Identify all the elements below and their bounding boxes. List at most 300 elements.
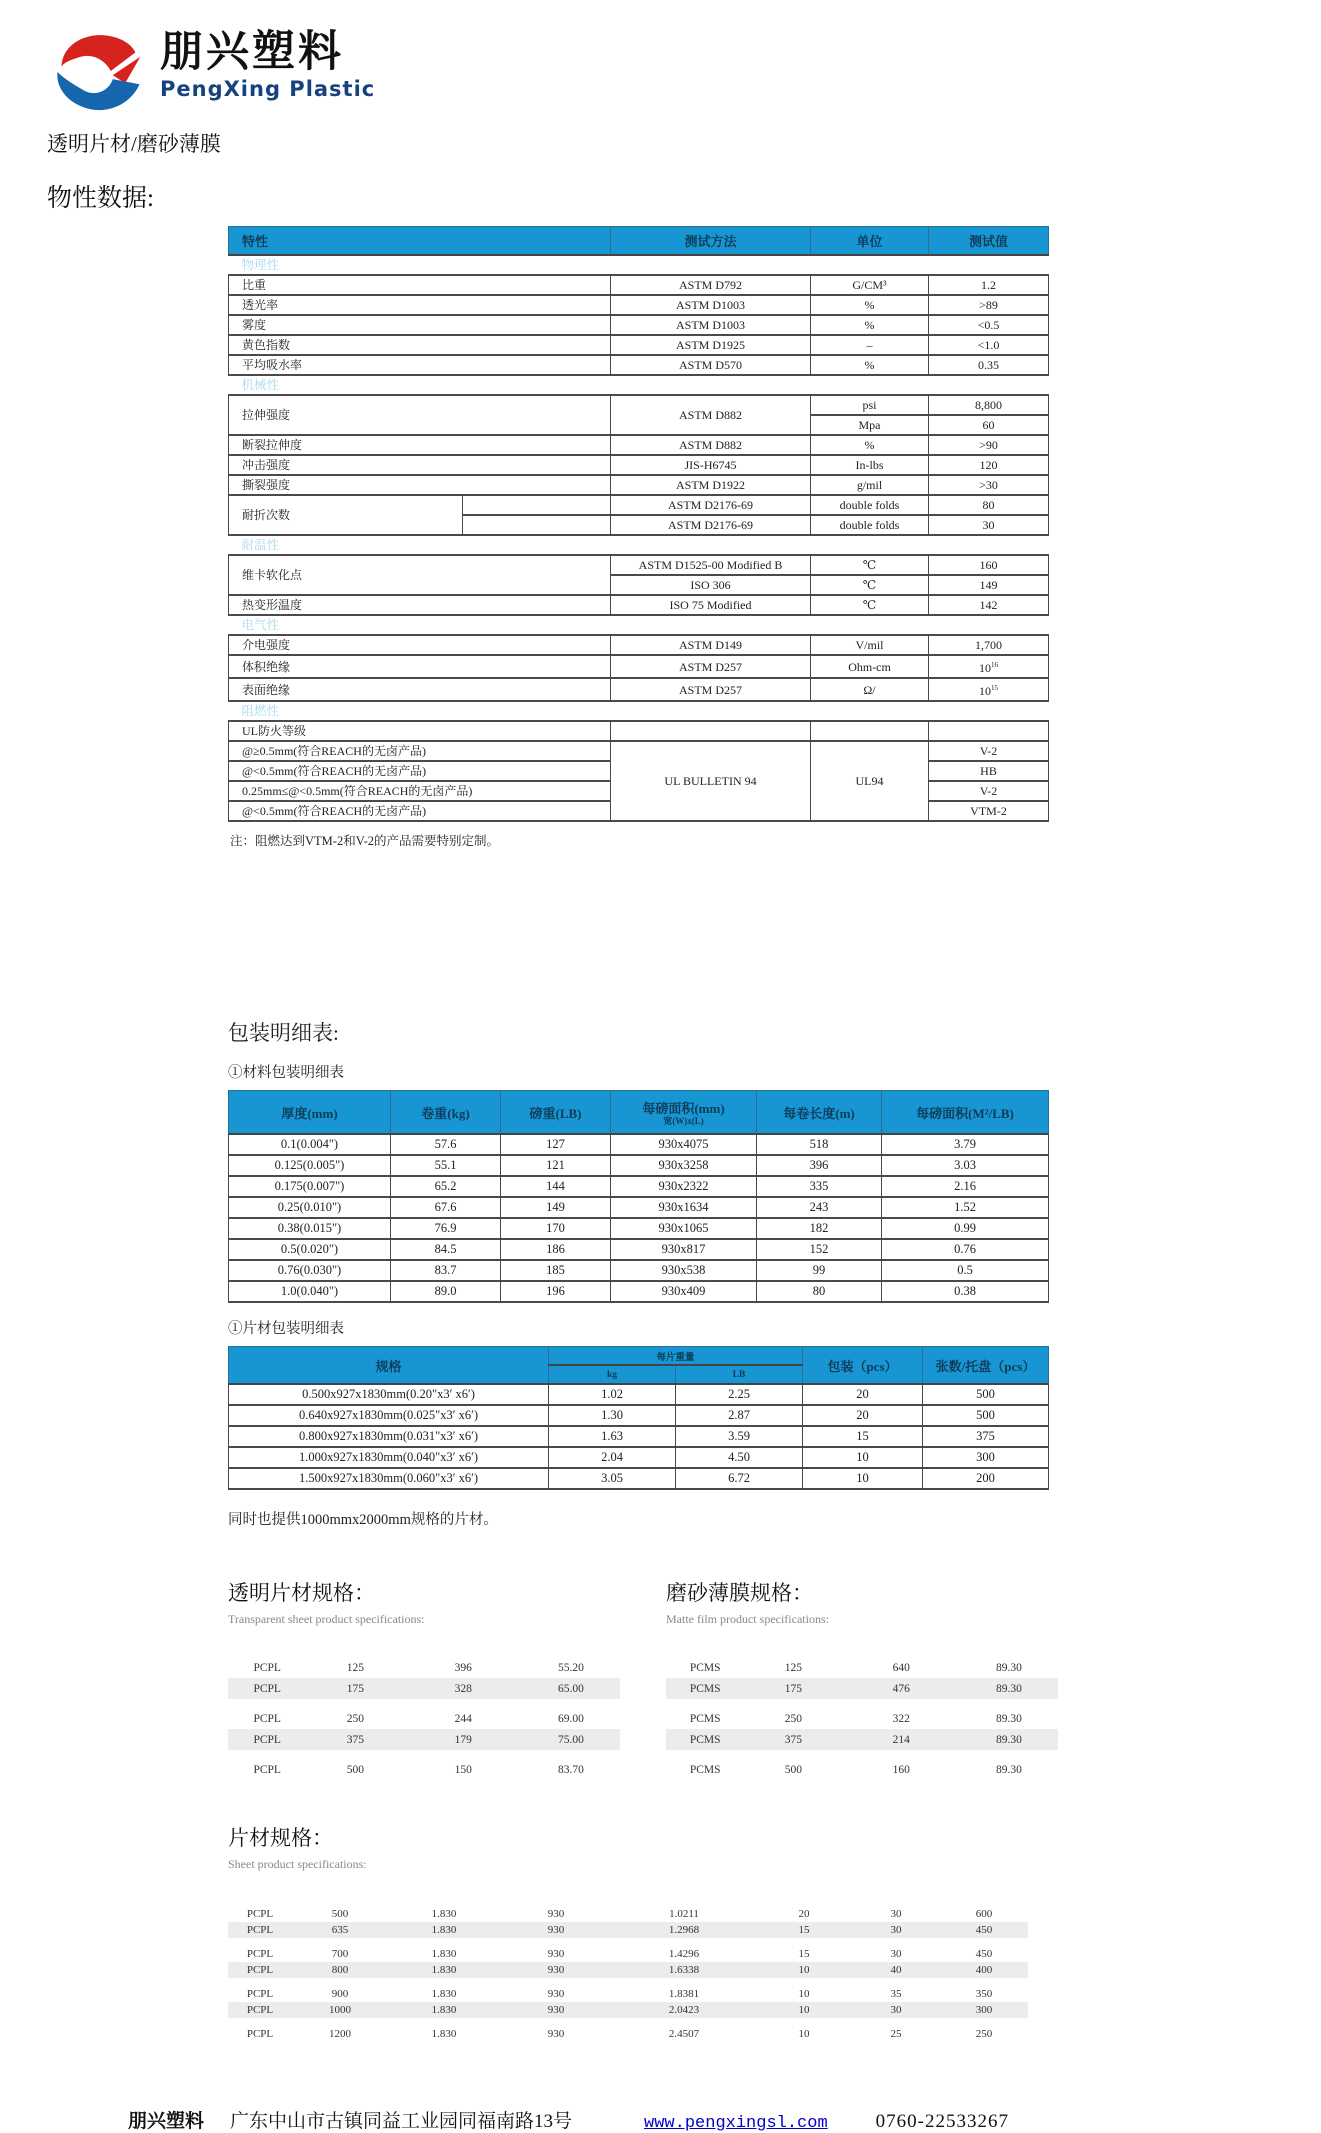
- table-cell: 80: [929, 495, 1049, 515]
- spec-cell: 30: [890, 2004, 902, 2016]
- col-header-unit: 单位: [811, 227, 929, 256]
- property-row: [229, 595, 1049, 615]
- table-cell: 185: [501, 1260, 611, 1281]
- spec-cell: 179: [454, 1733, 472, 1746]
- table-cell: 体积绝缘: [229, 655, 611, 678]
- sheet-packing-header-row1: [229, 1347, 1049, 1366]
- table-cell: ASTM D1525-00 Modified B: [611, 555, 811, 575]
- spec-cell: 1200: [329, 2028, 351, 2040]
- table-cell: double folds: [811, 495, 929, 515]
- spec-cell: PCPL: [253, 1682, 281, 1695]
- table-cell: @≥0.5mm(符合REACH的无卤产品): [229, 741, 611, 761]
- table-cell: 0.800x927x1830mm(0.031"x3′ x6′): [229, 1426, 549, 1447]
- table-cell: 0.99: [882, 1218, 1049, 1239]
- table-cell: %: [811, 435, 929, 455]
- table-cell: ASTM D1922: [611, 475, 811, 495]
- col-length-per-roll: 每卷长度(m): [757, 1091, 882, 1135]
- sheet-spec-table: [228, 1906, 1028, 2042]
- table-cell: 透光率: [229, 295, 611, 315]
- spec-cell: 2.0423: [668, 2004, 700, 2016]
- section-row: [229, 255, 1049, 275]
- table-cell: Ω/: [811, 678, 929, 701]
- spec-cell: 476: [892, 1682, 910, 1695]
- table-cell: 127: [501, 1134, 611, 1155]
- table-cell: 热变形温度: [229, 595, 611, 615]
- table-row: [229, 1384, 1049, 1405]
- table-cell: 8,800: [929, 395, 1049, 415]
- table-cell: ISO 306: [611, 575, 811, 595]
- property-row: [229, 655, 1049, 678]
- table-cell: 30: [929, 515, 1049, 535]
- table-cell: [611, 721, 811, 741]
- table-cell: 黄色指数: [229, 335, 611, 355]
- table-cell: 0.38: [882, 1281, 1049, 1302]
- table-cell: ASTM D257: [611, 655, 811, 678]
- spec-cell: PCPL: [246, 1988, 274, 2000]
- spec-cell: 15: [798, 1948, 810, 1960]
- spec-cell: 10: [798, 1988, 810, 2000]
- table-cell: 0.175(0.007"): [229, 1176, 391, 1197]
- table-row: [229, 1218, 1049, 1239]
- table-cell: %: [811, 295, 929, 315]
- table-cell: 930x817: [611, 1239, 757, 1260]
- table-cell: 1,700: [929, 635, 1049, 655]
- spec-cell: 640: [892, 1661, 910, 1674]
- spec-cell: 1.6338: [668, 1964, 700, 1976]
- table-cell: UL94: [811, 741, 929, 821]
- table-cell: 维卡软化点: [229, 555, 611, 595]
- spec-cell: PCPL: [246, 1924, 274, 1936]
- table-cell: 1.000x927x1830mm(0.040"x3′ x6′): [229, 1447, 549, 1468]
- table-cell: 55.1: [391, 1155, 501, 1176]
- table-cell: 雾度: [229, 315, 611, 335]
- spec-row: [228, 1708, 620, 1729]
- sheet-packing-subtitle: ①片材包装明细表: [228, 1321, 344, 1337]
- document-subtitle: 透明片材/磨砂薄膜: [47, 132, 221, 156]
- table-cell: 表面绝缘: [229, 678, 611, 701]
- table-cell: 4.50: [676, 1447, 803, 1468]
- spec-cell: 900: [331, 1988, 349, 2000]
- table-cell: 500: [923, 1384, 1049, 1405]
- table-cell: 10: [803, 1468, 923, 1489]
- property-row: [229, 741, 1049, 761]
- table-cell: 1.30: [549, 1405, 676, 1426]
- spec-cell: 89.30: [996, 1661, 1022, 1674]
- property-row: [229, 435, 1049, 455]
- spec-cell: 930: [547, 1948, 565, 1960]
- table-cell: V-2: [929, 741, 1049, 761]
- spec-cell: PCMS: [689, 1712, 721, 1725]
- footer-website-link[interactable]: www.pengxingsl.com: [644, 2114, 828, 2133]
- table-cell: 拉伸强度: [229, 395, 611, 435]
- spec-cell: PCMS: [689, 1763, 721, 1776]
- table-cell: $10^{15}$: [929, 678, 1049, 701]
- section-label: 物理性: [229, 255, 1049, 275]
- table-row: [229, 1197, 1049, 1218]
- table-cell: <0.5: [929, 315, 1049, 335]
- table-cell: [811, 721, 929, 741]
- spec-row: [228, 2026, 1028, 2042]
- section-label: 电气性: [229, 615, 1049, 635]
- table-cell: 2.25: [676, 1384, 803, 1405]
- spec-cell: 250: [975, 2028, 993, 2040]
- table-cell: 375: [923, 1426, 1049, 1447]
- section-row: [229, 535, 1049, 555]
- company-logo-icon: [50, 30, 150, 114]
- extra-size-note: 同时也提供1000mmx2000mm规格的片材。: [228, 1512, 498, 1528]
- table-cell: 196: [501, 1281, 611, 1302]
- table-cell: 80: [757, 1281, 882, 1302]
- spec-cell: 1.830: [431, 1908, 457, 1920]
- col-lb: LB: [676, 1365, 803, 1384]
- table-cell: 300: [923, 1447, 1049, 1468]
- table-cell: [463, 495, 611, 515]
- page-footer: [128, 2106, 1321, 2133]
- spec-cell: 300: [975, 2004, 993, 2016]
- table-cell: 1.63: [549, 1426, 676, 1447]
- spec-cell: 10: [798, 1964, 810, 1976]
- table-cell: 20: [803, 1384, 923, 1405]
- section-label: 机械性: [229, 375, 1049, 395]
- table-cell: 186: [501, 1239, 611, 1260]
- footer-address: 广东中山市古镇同益工业园同福南路13号: [230, 2111, 573, 2132]
- table-cell: 500: [923, 1405, 1049, 1426]
- table-cell: ASTM D1003: [611, 295, 811, 315]
- table-row: [229, 1176, 1049, 1197]
- table-cell: 83.7: [391, 1260, 501, 1281]
- material-packing-subtitle: ①材料包装明细表: [228, 1065, 344, 1081]
- spec-cell: 350: [975, 1988, 993, 2000]
- spec-cell: 2.4507: [668, 2028, 700, 2040]
- col-roll-weight: 卷重(kg): [391, 1091, 501, 1135]
- spec-cell: 1000: [329, 2004, 351, 2016]
- spec-cell: 69.00: [558, 1712, 584, 1725]
- brand-header: [50, 27, 1321, 114]
- table-cell: 144: [501, 1176, 611, 1197]
- table-cell: ASTM D570: [611, 355, 811, 375]
- col-lb-weight: 磅重(LB): [501, 1091, 611, 1135]
- property-row: [229, 315, 1049, 335]
- matte-spec-title: 磨砂薄膜规格：: [666, 1581, 813, 1605]
- spec-row: [666, 1729, 1058, 1750]
- table-cell: 142: [929, 595, 1049, 615]
- col-kg: kg: [549, 1365, 676, 1384]
- footer-company: 朋兴塑料: [128, 2111, 205, 2132]
- table-cell: 1.2: [929, 275, 1049, 295]
- table-cell: HB: [929, 761, 1049, 781]
- spec-cell: 930: [547, 1988, 565, 2000]
- table-cell: ASTM D149: [611, 635, 811, 655]
- spec-cell: PCPL: [246, 2004, 274, 2016]
- table-cell: %: [811, 355, 929, 375]
- spec-cell: PCPL: [253, 1712, 281, 1725]
- spec-cell: 375: [346, 1733, 365, 1746]
- spec-cell: 1.830: [431, 1988, 457, 2000]
- table-cell: 518: [757, 1134, 882, 1155]
- table-row: [229, 1468, 1049, 1489]
- col-area-per-lb-sub: 宽(W)x(L): [663, 1116, 704, 1126]
- table-cell: psi: [811, 395, 929, 415]
- table-cell: >89: [929, 295, 1049, 315]
- table-cell: ASTM D882: [611, 395, 811, 435]
- properties-section-title: 物性数据:: [47, 185, 154, 212]
- table-cell: ℃: [811, 575, 929, 595]
- table-cell: V-2: [929, 781, 1049, 801]
- table-cell: JIS-H6745: [611, 455, 811, 475]
- table-cell: 0.25(0.010"): [229, 1197, 391, 1218]
- table-cell: 1.52: [882, 1197, 1049, 1218]
- table-cell: 0.76(0.030"): [229, 1260, 391, 1281]
- spec-cell: PCMS: [689, 1661, 721, 1674]
- property-row: [229, 395, 1049, 415]
- spec-cell: 1.0211: [669, 1908, 699, 1920]
- spec-cell: PCPL: [253, 1763, 281, 1776]
- table-cell: 冲击强度: [229, 455, 611, 475]
- table-cell: ASTM D882: [611, 435, 811, 455]
- table-cell: In-lbs: [811, 455, 929, 475]
- table-cell: 0.1(0.004"): [229, 1134, 391, 1155]
- section-label: 耐温性: [229, 535, 1049, 555]
- spec-cell: 322: [892, 1712, 910, 1725]
- table-cell: 930x1065: [611, 1218, 757, 1239]
- table-cell: 耐折次数: [229, 495, 463, 535]
- table-cell: 10: [803, 1447, 923, 1468]
- table-cell: 930x538: [611, 1260, 757, 1281]
- spec-cell: 55.20: [558, 1661, 584, 1674]
- spec-cell: PCPL: [253, 1661, 281, 1674]
- table-cell: double folds: [811, 515, 929, 535]
- table-cell: 0.640x927x1830mm(0.025"x3′ x6′): [229, 1405, 549, 1426]
- table-cell: 比重: [229, 275, 611, 295]
- sheet-packing-table: [228, 1346, 1049, 1490]
- spec-cell: 125: [346, 1661, 365, 1674]
- spec-cell: PCMS: [689, 1733, 721, 1746]
- table-cell: [929, 721, 1049, 741]
- spec-cell: 930: [547, 2028, 565, 2040]
- spec-row: [666, 1708, 1058, 1729]
- spec-cell: 75.00: [558, 1733, 584, 1746]
- spec-row: [228, 1946, 1028, 1962]
- table-cell: G/CM³: [811, 275, 929, 295]
- spec-cell: 700: [331, 1948, 349, 1960]
- table-row: [229, 1281, 1049, 1302]
- spec-cell: 1.830: [431, 2028, 457, 2040]
- table-cell: ℃: [811, 595, 929, 615]
- properties-header-row: [229, 227, 1049, 256]
- table-cell: 149: [501, 1197, 611, 1218]
- table-cell: 0.5(0.020"): [229, 1239, 391, 1260]
- spec-cell: 214: [892, 1733, 910, 1746]
- table-cell: 160: [929, 555, 1049, 575]
- table-cell: 撕裂强度: [229, 475, 611, 495]
- table-cell: 15: [803, 1426, 923, 1447]
- table-cell: 0.5: [882, 1260, 1049, 1281]
- table-cell: V/mil: [811, 635, 929, 655]
- spec-row: [228, 1729, 620, 1750]
- table-cell: ASTM D1003: [611, 315, 811, 335]
- table-cell: 3.05: [549, 1468, 676, 1489]
- transparent-spec-title: 透明片材规格：: [228, 1581, 375, 1605]
- table-cell: 84.5: [391, 1239, 501, 1260]
- property-row: [229, 475, 1049, 495]
- transparent-spec-subtitle: Transparent sheet product specifications:: [228, 1612, 425, 1626]
- spec-cell: 30: [890, 1908, 902, 1920]
- table-cell: VTM-2: [929, 801, 1049, 821]
- spec-cell: 175: [346, 1682, 365, 1695]
- table-cell: >30: [929, 475, 1049, 495]
- transparent-spec-table: [228, 1657, 620, 1780]
- spec-cell: 89.30: [996, 1682, 1022, 1695]
- matte-spec-table: [666, 1657, 1058, 1780]
- table-cell: 99: [757, 1260, 882, 1281]
- table-cell: 0.500x927x1830mm(0.20"x3′ x6′): [229, 1384, 549, 1405]
- table-cell: >90: [929, 435, 1049, 455]
- table-cell: Mpa: [811, 415, 929, 435]
- spec-cell: 375: [784, 1733, 803, 1746]
- spec-cell: 1.8381: [668, 1988, 700, 2000]
- table-cell: <1.0: [929, 335, 1049, 355]
- table-cell: ASTM D1925: [611, 335, 811, 355]
- col-spec: 规格: [229, 1347, 549, 1385]
- table-cell: 152: [757, 1239, 882, 1260]
- table-cell: 0.76: [882, 1239, 1049, 1260]
- company-name-cn: 朋兴塑料: [160, 27, 344, 77]
- spec-row: [228, 1759, 620, 1780]
- table-cell: 3.03: [882, 1155, 1049, 1176]
- spec-cell: 89.30: [996, 1712, 1022, 1725]
- sheet-spec-title: 片材规格：: [228, 1826, 333, 1850]
- properties-table: [228, 226, 1049, 822]
- table-cell: Ohm-cm: [811, 655, 929, 678]
- table-cell: 0.38(0.015"): [229, 1218, 391, 1239]
- spec-cell: 244: [454, 1712, 472, 1725]
- spec-cell: 930: [547, 1964, 565, 1976]
- table-cell: 121: [501, 1155, 611, 1176]
- col-header-property: 特性: [229, 227, 611, 256]
- spec-cell: 450: [975, 1948, 993, 1960]
- table-cell: %: [811, 315, 929, 335]
- table-cell: ASTM D257: [611, 678, 811, 701]
- spec-cell: 10: [798, 2028, 810, 2040]
- table-cell: $10^{16}$: [929, 655, 1049, 678]
- spec-cell: 400: [975, 1964, 993, 1976]
- spec-cell: 20: [798, 1908, 810, 1920]
- table-cell: [463, 515, 611, 535]
- spec-cell: 89.30: [996, 1733, 1022, 1746]
- spec-row: [228, 1986, 1028, 2002]
- matte-spec-block: [666, 1577, 1058, 1780]
- col-pack: 包装（pcs）: [803, 1347, 923, 1385]
- col-pallet: 张数/托盘（pcs）: [923, 1347, 1049, 1385]
- spec-cell: PCPL: [246, 1948, 274, 1960]
- material-header-row: [229, 1091, 1049, 1135]
- table-cell: 断裂拉伸度: [229, 435, 611, 455]
- table-row: [229, 1239, 1049, 1260]
- spec-cell: 600: [975, 1908, 993, 1920]
- table-cell: 67.6: [391, 1197, 501, 1218]
- spec-cell: 1.2968: [668, 1924, 700, 1936]
- spec-row: [228, 1657, 620, 1678]
- spec-cell: PCMS: [689, 1682, 721, 1695]
- table-cell: 20: [803, 1405, 923, 1426]
- spec-cell: 65.00: [558, 1682, 584, 1695]
- table-cell: 介电强度: [229, 635, 611, 655]
- table-cell: 2.04: [549, 1447, 676, 1468]
- spec-cell: 500: [346, 1763, 365, 1776]
- spec-cell: 15: [798, 1924, 810, 1936]
- packing-section-title: 包装明细表:: [228, 1021, 339, 1045]
- spec-row: [666, 1759, 1058, 1780]
- section-row: [229, 701, 1049, 721]
- spec-cell: 396: [454, 1661, 472, 1674]
- table-cell: 60: [929, 415, 1049, 435]
- property-row: [229, 495, 1049, 515]
- spec-cell: 1.830: [431, 1964, 457, 1976]
- table-cell: 89.0: [391, 1281, 501, 1302]
- table-cell: g/mil: [811, 475, 929, 495]
- property-row: [229, 635, 1049, 655]
- spec-cell: 160: [892, 1763, 910, 1776]
- table-cell: 3.79: [882, 1134, 1049, 1155]
- spec-cell: 800: [331, 1964, 349, 1976]
- table-cell: 930x4075: [611, 1134, 757, 1155]
- table-cell: 平均吸水率: [229, 355, 611, 375]
- table-row: [229, 1155, 1049, 1176]
- table-cell: 76.9: [391, 1218, 501, 1239]
- table-cell: 2.87: [676, 1405, 803, 1426]
- table-cell: 6.72: [676, 1468, 803, 1489]
- table-cell: 0.25mm≤@<0.5mm(符合REACH的无卤产品): [229, 781, 611, 801]
- spec-cell: 10: [798, 2004, 810, 2016]
- table-cell: 396: [757, 1155, 882, 1176]
- spec-cell: 30: [890, 1924, 902, 1936]
- spec-row: [666, 1678, 1058, 1699]
- spec-cell: 89.30: [996, 1763, 1022, 1776]
- spec-cell: 635: [331, 1924, 349, 1936]
- spec-row: [228, 2002, 1028, 2018]
- table-cell: 1.02: [549, 1384, 676, 1405]
- table-cell: 120: [929, 455, 1049, 475]
- spec-row: [666, 1657, 1058, 1678]
- col-area-m2-per-lb: 每磅面积(M²/LB): [882, 1091, 1049, 1135]
- table-cell: ISO 75 Modified: [611, 595, 811, 615]
- section-label: 阻燃性: [229, 701, 1049, 721]
- spec-cell: 1.4296: [668, 1948, 700, 1960]
- spec-cell: 1.830: [431, 1948, 457, 1960]
- table-cell: 1.500x927x1830mm(0.060"x3′ x6′): [229, 1468, 549, 1489]
- section-row: [229, 615, 1049, 635]
- table-cell: 149: [929, 575, 1049, 595]
- table-row: [229, 1447, 1049, 1468]
- spec-cell: PCPL: [253, 1733, 281, 1746]
- table-cell: @<0.5mm(符合REACH的无卤产品): [229, 761, 611, 781]
- property-row: [229, 335, 1049, 355]
- spec-cell: 35: [890, 1988, 902, 2000]
- table-cell: 57.6: [391, 1134, 501, 1155]
- property-row: [229, 275, 1049, 295]
- transparent-spec-block: [228, 1577, 620, 1780]
- table-cell: 3.59: [676, 1426, 803, 1447]
- sheet-spec-block: [228, 1822, 1321, 2042]
- table-cell: 930x1634: [611, 1197, 757, 1218]
- table-row: [229, 1260, 1049, 1281]
- table-cell: ASTM D2176-69: [611, 515, 811, 535]
- table-cell: 200: [923, 1468, 1049, 1489]
- spec-cell: 250: [346, 1712, 365, 1725]
- property-row: [229, 555, 1049, 575]
- table-cell: 335: [757, 1176, 882, 1197]
- material-packing-table: [228, 1090, 1049, 1303]
